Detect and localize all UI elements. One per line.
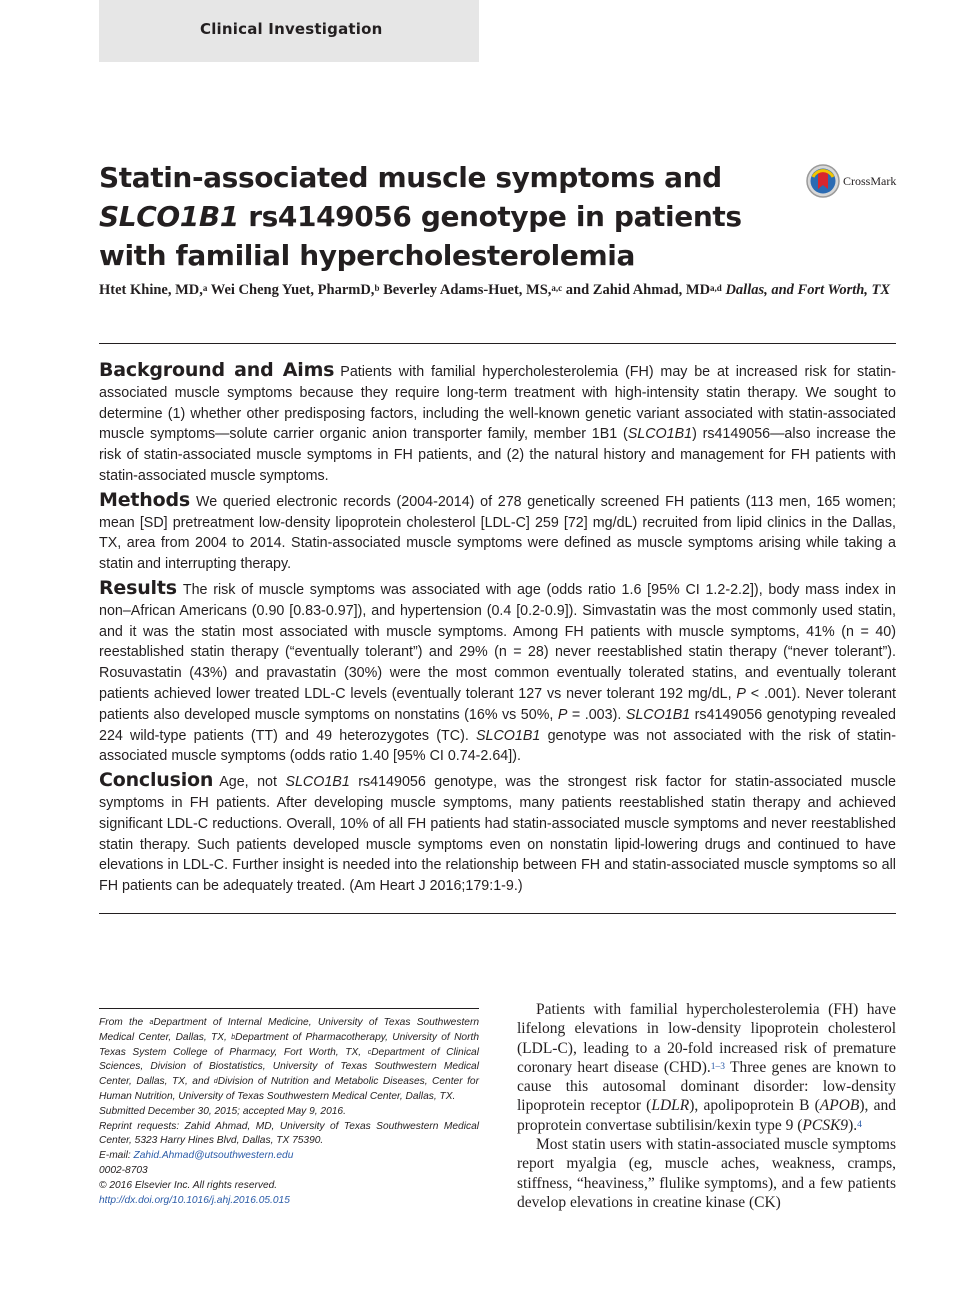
article-title — [99, 158, 759, 275]
conclusion-heading: Conclusion — [99, 769, 214, 792]
body-text-run: Patients with familial hypercholesterolemia (FH) have lifelong elevations in low-density lipoprotein cholesterol (LDL-C), leading to a 20-fold increased risk of premature coronary heart disease (CHD). — [517, 1001, 896, 1076]
abstract-background — [99, 360, 896, 487]
gene-name: LDLR — [651, 1097, 690, 1115]
divider-bottom — [99, 913, 896, 914]
gene-name: SLCO1B1 — [625, 706, 691, 723]
reference-link[interactable]: 1–3 — [710, 1061, 725, 1072]
author-affiliation-mark: a,d — [710, 283, 722, 293]
author-affiliation-mark: a — [202, 283, 208, 293]
body-text-run: ), and proprotein convertase subtilisin/kexin type 9 ( — [517, 1097, 897, 1134]
gene-name: PCSK9 — [802, 1116, 849, 1134]
author-name: Htet Khine, MD, — [99, 282, 203, 298]
abstract — [99, 360, 896, 900]
body-text — [517, 1000, 896, 1212]
abstract-conclusion — [99, 770, 896, 897]
body-paragraph-2: Most statin users with statin-associated muscle symptoms report myalgia (eg, muscle aches, weakness, cramps, stiffness, “heaviness,” flulike symptoms), and a few patients develop elevations in creatine kinase (CK) — [517, 1136, 896, 1211]
submission-dates: Submitted December 30, 2015; accepted May 9, 2016. — [99, 1105, 346, 1117]
author-name: and Zahid Ahmad, MD — [562, 282, 711, 298]
doi-line — [99, 1194, 479, 1209]
background-text: Patients with familial hypercholesterolemia (FH) may be at increased risk for statin-associated muscle symptoms because they require long-term treatment with high-intensity statin therapy. We sought to determine (1) whether other predisposing factors, including the well-known genetic variant associated with statin-associated muscle symptoms—solute carrier organic anion transporter family, member 1B1 ( — [99, 364, 896, 443]
footnote-divider — [99, 1008, 479, 1009]
body-paragraph-1 — [517, 1000, 896, 1135]
crossmark-badge[interactable] — [806, 163, 896, 199]
affiliation-mark: a — [149, 1019, 154, 1026]
abstract-results — [99, 578, 896, 767]
body-text-run: ), apolipoprotein B ( — [689, 1097, 820, 1115]
crossmark-icon — [806, 163, 840, 199]
divider-top — [99, 343, 896, 344]
author-name: Wei Cheng Yuet, PharmD, — [207, 282, 375, 298]
affiliations — [99, 1016, 479, 1105]
affiliation-text: Department of Clinical Sciences, Division of Biostatistics, University of Texas Southwestern Medical Center, Dallas, TX, and — [99, 1046, 479, 1088]
gene-name: APOB — [819, 1097, 860, 1115]
footnotes — [99, 1016, 479, 1208]
title-part-1: Statin-associated muscle symptoms and — [99, 161, 722, 194]
results-text: rs4149056 genotyping revealed 224 wild-type patients (TT) and 49 heterozygotes (TC). — [99, 706, 897, 744]
copyright: © 2016 Elsevier Inc. All rights reserved. — [99, 1179, 278, 1191]
affiliation-mark: d — [213, 1078, 218, 1086]
affiliation-text: From the — [99, 1017, 150, 1028]
author-affiliation-mark: b — [374, 283, 380, 293]
title-part-2: rs4149056 genotype in patients with familial hypercholesterolemia — [99, 200, 742, 272]
author-location: Dallas, and Fort Worth, TX — [725, 282, 891, 298]
results-text: = .003). — [567, 706, 626, 723]
crossmark-label: CrossMark — [843, 173, 897, 188]
author-name: Beverley Adams-Huet, MS, — [379, 282, 552, 298]
issn: 0002-8703 — [99, 1164, 148, 1176]
affiliation-mark: b — [231, 1033, 236, 1041]
gene-name: SLCO1B1 — [627, 426, 693, 443]
section-label: Clinical Investigation — [200, 20, 383, 38]
results-text: < .001). Never tolerant patients also developed muscle symptoms on nonstatins (16% vs 50%, — [99, 685, 896, 723]
reference-link[interactable]: 4 — [857, 1119, 862, 1130]
conclusion-text: Age, not — [219, 774, 286, 791]
methods-heading: Methods — [99, 488, 190, 511]
background-heading: Background and Aims — [99, 359, 335, 381]
results-heading: Results — [99, 576, 177, 599]
results-text: The risk of muscle symptoms was associated with age (odds ratio 1.6 [95% CI 1.2-2.2]), body mass index in non–African Americans (0.90 [0.83-0.97]), and hypertension (0.4 [0.2-0.9]). Simvastatin was the most commonly used statin, and it was the statin most associated with muscle symptoms. Among FH patients with muscle symptoms, 41% (n = 40) reestablished statin therapy (“eventually tolerant”) and 29% (n = 28) never reestablished statin therapy (“never tolerant”). Rosuvastatin (43%) and pravastatin (30%) were the most common eventually tolerated statins, and eventually tolerant patients achieved lower treated LDL-C levels (eventually tolerant 127 vs never tolerant 192 mg/dL, — [99, 581, 896, 702]
abstract-methods — [99, 490, 896, 575]
body-text-run: Three genes are known to cause this autosomal dominant disorder: low-density lipoprotein receptor ( — [517, 1058, 896, 1115]
title-gene: SLCO1B1 — [99, 200, 239, 233]
affiliation-text: Division of Nutrition and Metabolic Diseases, Center for Human Nutrition, University of Texas Southwestern Medical Center, Dallas, TX. — [99, 1076, 479, 1102]
email-link[interactable]: Zahid.Ahmad@utsouthwestern.edu — [133, 1150, 294, 1162]
email-label: E-mail: — [99, 1150, 134, 1162]
body-text-run: ). — [848, 1116, 858, 1134]
gene-name: SLCO1B1 — [476, 727, 541, 744]
background-text: ) rs4149056—also increase the risk of statin-associated muscle symptoms in FH patients, and (2) the natural history and management for FH patients with statin-associated muscle symptoms. — [99, 426, 897, 484]
affiliation-text: Department of Pharmacotherapy, University of North Texas System College of Pharmacy, Fort Worth, TX, — [99, 1031, 479, 1058]
results-text: genotype was not associated with the risk of statin-associated muscle symptoms (odds ratio 1.40 [95% CI 0.74-2.64]). — [99, 727, 896, 765]
affiliation-mark: c — [367, 1048, 372, 1056]
methods-text: We queried electronic records (2004-2014) of 278 genetically screened FH patients (113 men, 165 women; mean [SD] pretreatment low-density lipoprotein cholesterol [LDL-C] 259 [72] mg/dL) recruited from lipid clinics in the Dallas, TX, area from 2004 to 2014. Statin-associated muscle symptoms were defined as muscle symptoms arising while taking a statin and interrupting therapy. — [99, 493, 896, 573]
gene-name: SLCO1B1 — [285, 774, 350, 791]
author-list — [99, 281, 899, 300]
email-line — [99, 1149, 479, 1164]
reprint-requests: Reprint requests: Zahid Ahmad, MD, University of Texas Southwestern Medical Center, 5323 Harry Hines Blvd, Dallas, TX 75390. — [99, 1120, 479, 1147]
author-affiliation-mark: a,c — [551, 283, 563, 293]
p-value-symbol: P — [736, 685, 746, 702]
doi-link[interactable]: http://dx.doi.org/10.1016/j.ahj.2016.05.015 — [99, 1194, 290, 1206]
section-header-tab — [99, 0, 479, 62]
conclusion-text: rs4149056 genotype, was the strongest risk factor for statin-associated muscle symptoms in FH patients. After developing muscle symptoms, many patients reestablished statin therapy and achieved significant LDL-C reductions. Overall, 10% of all FH patients had statin-associated muscle symptoms and never reestablished statin therapy. Such patients developed muscle symptoms even on nonstatin lipid-lowering drugs and continued to have elevations in LDL-C. Further insight is needed into the relationship between FH and statin-associated muscle symptoms so all FH patients can be adequately treated. (Am Heart J 2016;179:1-9.) — [99, 774, 896, 895]
p-value-symbol: P — [557, 706, 568, 723]
affiliation-text: Department of Internal Medicine, University of Texas Southwestern Medical Center, Dallas, TX, — [99, 1017, 479, 1043]
